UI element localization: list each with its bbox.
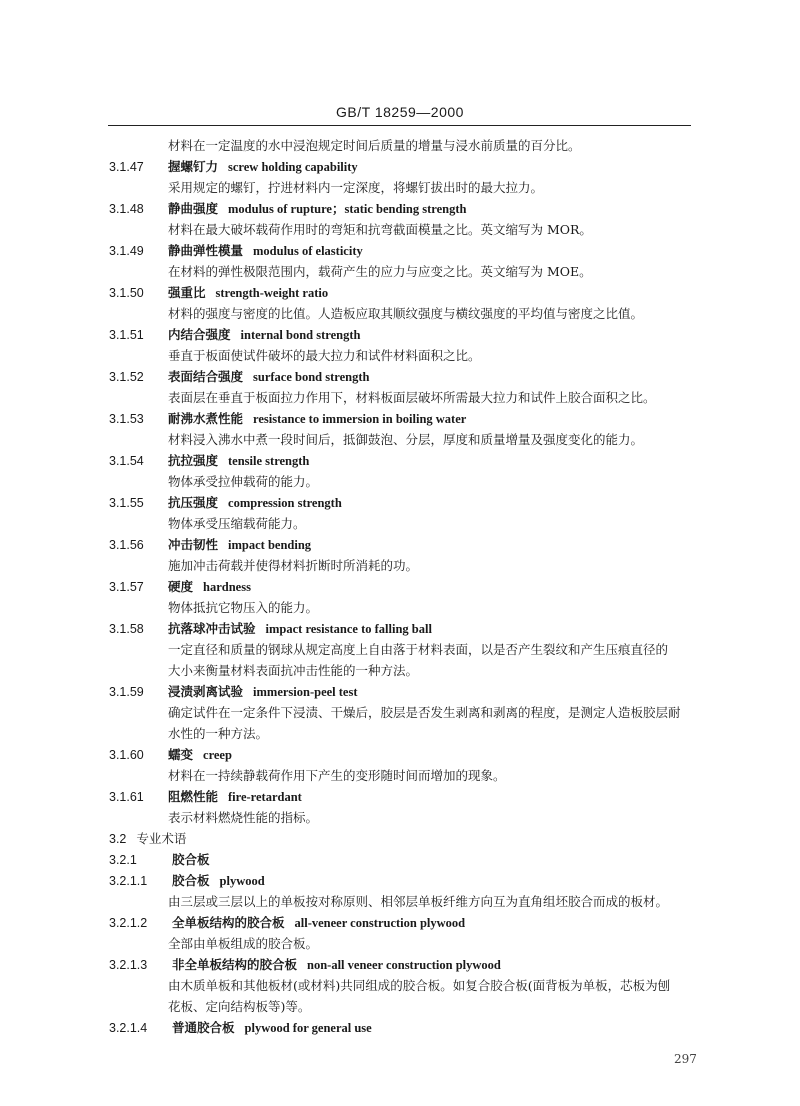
term-heading	[168, 789, 302, 805]
entry-number: 3.1.51	[109, 328, 144, 342]
intro-line: 材料在一定温度的水中浸泡规定时间后质量的增量与浸水前质量的百分比。	[168, 138, 581, 153]
term-definition: 水性的一种方法。	[168, 726, 269, 741]
entry-number: 3.1.56	[109, 538, 144, 552]
term-chinese: 冲击韧性	[168, 537, 219, 552]
term-english: compression strength	[228, 496, 342, 510]
term-definition: 大小来衡量材料表面抗冲击性能的一种方法。	[168, 663, 419, 678]
term-definition: 全部由单板组成的胶合板。	[168, 936, 319, 951]
term-definition: 由三层或三层以上的单板按对称原则、相邻层单板纤维方向互为直角组坯胶合而成的板材。	[168, 894, 669, 909]
term-definition: 确定试件在一定条件下浸渍、干燥后，胶层是否发生剥离和剥离的程度，是测定人造板胶层耐	[168, 705, 681, 720]
term-chinese: 胶合板	[172, 873, 210, 888]
term-heading	[168, 495, 342, 511]
entry-number: 3.2.1.1	[109, 874, 148, 888]
term-definition: 在材料的弹性极限范围内，载荷产生的应力与应变之比。英文缩写为 MOE。	[168, 264, 592, 279]
term-chinese: 阻燃性能	[168, 789, 219, 804]
term-definition: 施加冲击荷载并使得材料折断时所消耗的功。	[168, 558, 419, 573]
term-english: modulus of elasticity	[253, 244, 363, 258]
term-english: non-all veneer construction plywood	[307, 958, 501, 972]
subsection-number: 3.2.1	[109, 853, 137, 867]
term-english: tensile strength	[228, 454, 310, 468]
page-header: GB/T 18259—2000	[336, 104, 464, 120]
term-chinese: 浸渍剥离试验	[168, 684, 244, 699]
entry-number: 3.1.47	[109, 160, 144, 174]
term-english: strength-weight ratio	[215, 286, 329, 300]
term-chinese: 握螺钉力	[168, 159, 219, 174]
entry-number: 3.1.57	[109, 580, 144, 594]
term-definition: 垂直于板面使试件破坏的最大拉力和试件材料面积之比。	[168, 348, 481, 363]
term-definition: 表示材料燃烧性能的指标。	[168, 810, 319, 825]
term-english: plywood for general use	[244, 1021, 372, 1035]
term-english: surface bond strength	[253, 370, 370, 384]
term-definition: 材料在最大破坏载荷作用时的弯矩和抗弯截面模量之比。英文缩写为 MOR。	[168, 222, 592, 237]
term-chinese: 表面结合强度	[168, 369, 244, 384]
term-definition: 表面层在垂直于板面拉力作用下，材料板面层破坏所需最大拉力和试件上胶合面积之比。	[168, 390, 656, 405]
section-number: 3.2	[109, 832, 127, 846]
term-chinese: 抗压强度	[168, 495, 219, 510]
entry-number: 3.1.61	[109, 790, 144, 804]
section-heading	[109, 831, 186, 847]
term-definition: 材料的强度与密度的比值。人造板应取其顺纹强度与横纹强度的平均值与密度之比值。	[168, 306, 644, 321]
section-title: 专业术语	[136, 831, 187, 846]
entry-number: 3.1.50	[109, 286, 144, 300]
term-heading	[168, 285, 328, 301]
term-heading	[168, 453, 309, 469]
term-english: impact bending	[228, 538, 312, 552]
term-heading	[168, 201, 466, 217]
term-heading	[168, 579, 251, 595]
term-definition: 一定直径和质量的钢球从规定高度上自由落于材料表面，以是否产生裂纹和产生压痕直径的	[168, 642, 669, 657]
term-definition: 材料浸入沸水中煮一段时间后，抵御鼓泡、分层，厚度和质量增量及强度变化的能力。	[168, 432, 644, 447]
term-english: impact resistance to falling ball	[265, 622, 432, 636]
term-english: all-veneer construction plywood	[294, 916, 466, 930]
term-heading	[172, 957, 501, 973]
page-number: 297	[674, 1052, 697, 1066]
term-chinese: 耐沸水煮性能	[168, 411, 244, 426]
entry-number: 3.2.1.4	[109, 1021, 148, 1035]
term-definition: 物体承受压缩载荷能力。	[168, 516, 306, 531]
term-definition: 花板、定向结构板等)等。	[168, 999, 311, 1014]
subsection-title: 胶合板	[172, 852, 210, 867]
term-english: creep	[203, 748, 232, 762]
term-chinese: 静曲弹性模量	[168, 243, 244, 258]
term-english: plywood	[219, 874, 265, 888]
term-english: internal bond strength	[240, 328, 361, 342]
term-chinese: 静曲强度	[168, 201, 219, 216]
term-heading	[172, 1020, 372, 1036]
term-definition: 物体抵抗它物压入的能力。	[168, 600, 319, 615]
term-heading	[168, 327, 360, 343]
term-chinese: 全单板结构的胶合板	[172, 915, 285, 930]
entry-number: 3.1.55	[109, 496, 144, 510]
term-english: modulus of rupture；static bending strength	[228, 202, 467, 216]
entry-number: 3.1.53	[109, 412, 144, 426]
term-heading	[168, 537, 311, 553]
term-english: resistance to immersion in boiling water	[253, 412, 467, 426]
term-chinese: 普通胶合板	[172, 1020, 235, 1035]
term-chinese: 抗落球冲击试验	[168, 621, 256, 636]
term-english: immersion-peel test	[253, 685, 358, 699]
entry-number: 3.1.49	[109, 244, 144, 258]
term-heading	[172, 873, 265, 889]
term-heading	[168, 243, 363, 259]
term-heading	[168, 621, 432, 637]
header-rule	[108, 125, 691, 126]
term-chinese: 强重比	[168, 285, 206, 300]
term-definition: 采用规定的螺钉，拧进材料内一定深度，将螺钉拔出时的最大拉力。	[168, 180, 544, 195]
term-definition: 材料在一持续静载荷作用下产生的变形随时间而增加的现象。	[168, 768, 506, 783]
term-heading	[168, 411, 466, 427]
term-heading	[168, 684, 358, 700]
entry-number: 3.2.1.3	[109, 958, 148, 972]
entry-number: 3.1.48	[109, 202, 144, 216]
term-chinese: 硬度	[168, 579, 194, 594]
term-chinese: 内结合强度	[168, 327, 231, 342]
term-chinese: 非全单板结构的胶合板	[172, 957, 298, 972]
term-english: fire-retardant	[228, 790, 302, 804]
entry-number: 3.1.54	[109, 454, 144, 468]
entry-number: 3.1.59	[109, 685, 144, 699]
entry-number: 3.1.60	[109, 748, 144, 762]
term-definition: 由木质单板和其他板材(或材料)共同组成的胶合板。如复合胶合板(面背板为单板，芯板为刨	[168, 978, 671, 993]
term-definition: 物体承受拉伸载荷的能力。	[168, 474, 319, 489]
entry-number: 3.2.1.2	[109, 916, 148, 930]
term-chinese: 抗拉强度	[168, 453, 219, 468]
term-heading	[172, 915, 465, 931]
term-heading	[168, 369, 369, 385]
term-heading	[168, 747, 232, 763]
term-english: hardness	[203, 580, 251, 594]
entry-number: 3.1.58	[109, 622, 144, 636]
term-english: screw holding capability	[228, 160, 358, 174]
term-chinese: 蠕变	[168, 747, 194, 762]
term-heading	[168, 159, 358, 175]
entry-number: 3.1.52	[109, 370, 144, 384]
